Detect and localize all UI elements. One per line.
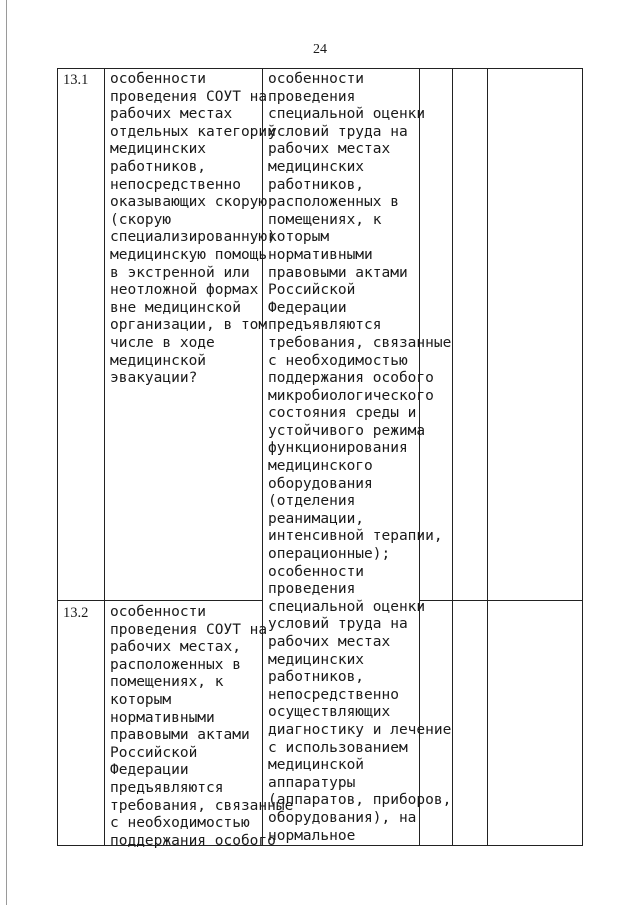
table-border-top — [57, 68, 583, 69]
question-cell: особенности проведения СОУТ на рабочих местах, расположенных в помещениях, к которым нормативными правовыми актами Российской Федерации предъявляются требования, связанные с необходимостью поддержания особого — [110, 604, 294, 849]
row-number: 13.1 — [63, 72, 89, 88]
page-number: 24 — [313, 42, 327, 57]
answer-cell: особенности проведения специальной оценки условий труда на рабочих местах медицинских работников, расположенных в помещениях, к которым нормативными правовыми актами Российской Федерации предъявляются требования, связанные с необходимостью поддержания особого микробиологического состояния среды и устойчивого режима функционирования медицинского оборудования (отделения реанимации, интенсивной терапии, операционные); особенности проведения специальной оценки условий труда на рабочих местах медицинских работников, непосредственно осуществляющих диагностику и лечение с использованием медицинской аппаратуры (аппаратов, приборов, оборудования), на нормальное — [268, 71, 452, 844]
table-border-left — [57, 68, 58, 846]
scan-page-edge — [6, 0, 7, 905]
table-border-right — [582, 68, 583, 846]
column-divider-mark-2 — [487, 68, 488, 846]
question-cell: особенности проведения СОУТ на рабочих местах отдельных категорий медицинских работников, непосредственно оказывающих скорую (скорую специализированную) медицинскую помощь в экстренной или неотложной формах вне медицинской организации, в том числе в ходе медицинской эвакуации? — [110, 71, 276, 387]
column-divider-mark-1 — [452, 68, 453, 846]
column-divider-number — [104, 68, 105, 846]
row-number: 13.2 — [63, 605, 89, 621]
row-divider-left — [57, 600, 263, 601]
